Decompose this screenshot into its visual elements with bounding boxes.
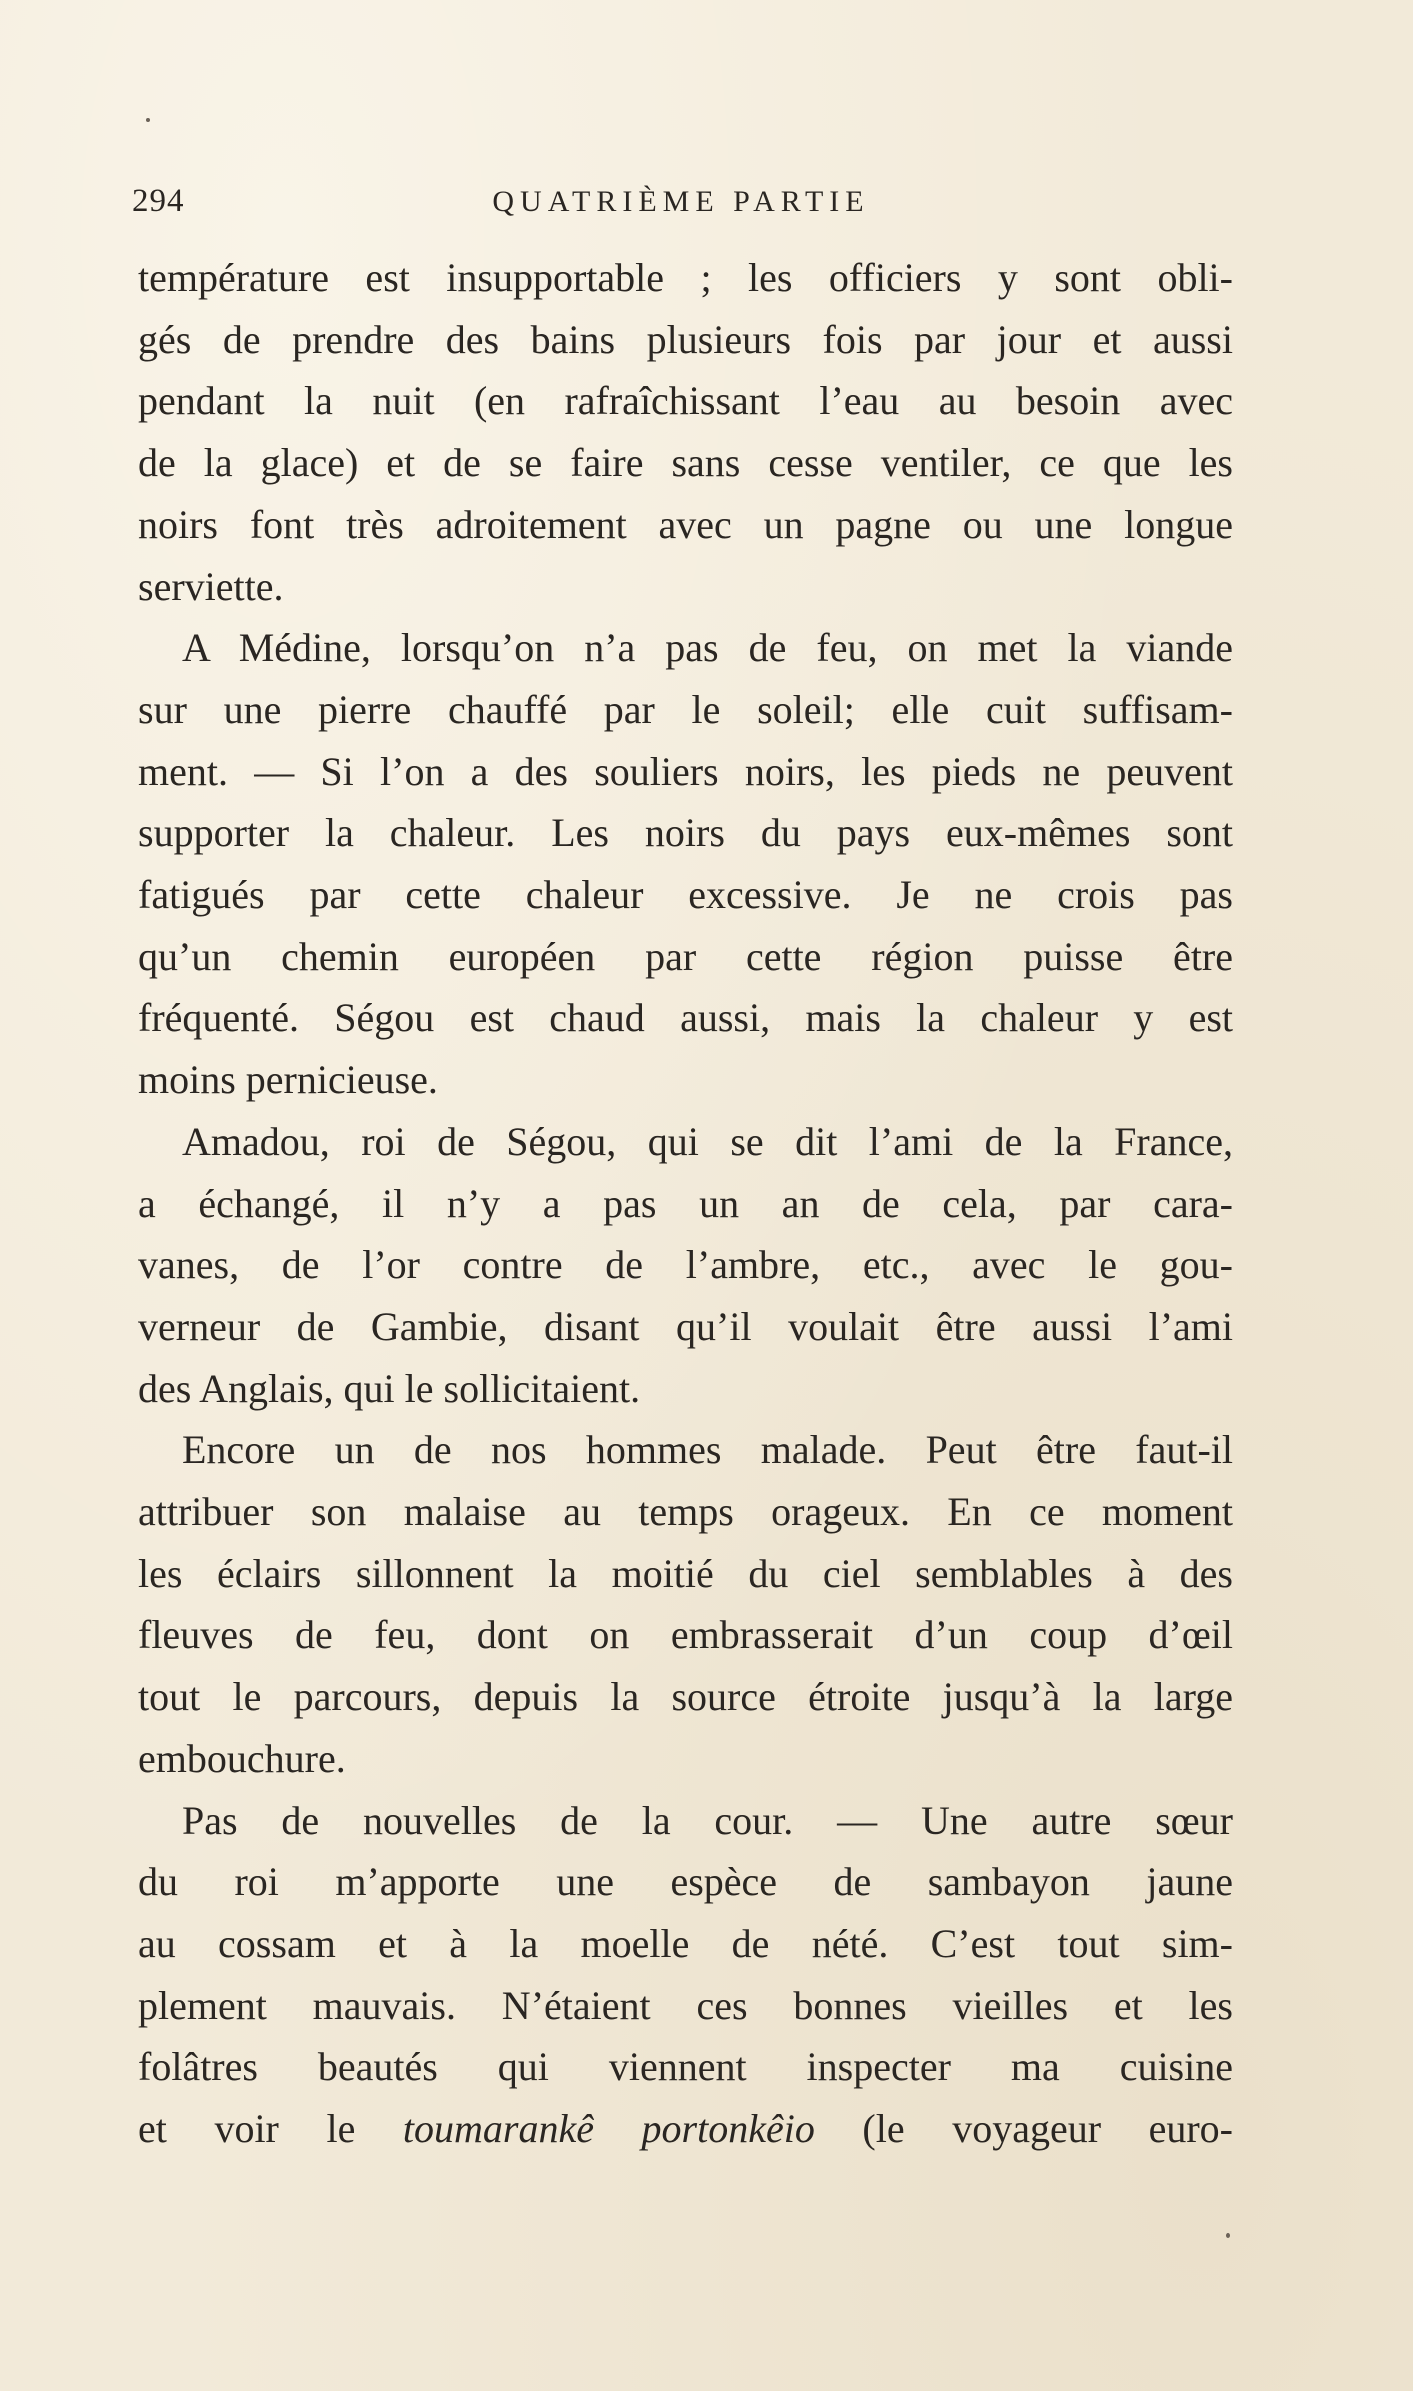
text-line: noirs font très adroitement avec un pagne ou une longue [138, 501, 1233, 547]
text-line: sur une pierre chauffé par le soleil; elle cuit suffisam- [138, 686, 1233, 732]
text-line: embouchure. [138, 1735, 346, 1781]
body-text [138, 247, 1233, 2160]
text-line: Pas de nouvelles de la cour. — Une autre sœur [182, 1797, 1233, 1843]
page-header [132, 183, 1230, 231]
paper-speck [1226, 2233, 1230, 2238]
running-head: QUATRIÈME PARTIE [492, 185, 870, 218]
text-line: tout le parcours, depuis la source étroite jusqu’à la large [138, 1674, 1233, 1720]
text-segment: et voir le [138, 2106, 403, 2152]
text-line: au cossam et à la moelle de nété. C’est tout sim- [138, 1920, 1233, 1966]
text-line: folâtres beautés qui viennent inspecter ma cuisine [138, 2044, 1233, 2090]
text-line: fatigués par cette chaleur excessive. Je ne crois pas [138, 872, 1233, 918]
paragraph [138, 617, 1233, 1111]
text-line: de la glace) et de se faire sans cesse ventiler, ce que les [138, 440, 1233, 486]
paragraph [138, 1111, 1233, 1420]
text-line: moins pernicieuse. [138, 1057, 438, 1103]
text-line: Encore un de nos hommes malade. Peut être faut-il [182, 1427, 1233, 1473]
text-line [138, 2098, 1233, 2160]
text-line: des Anglais, qui le sollicitaient. [138, 1365, 641, 1411]
text-line: plement mauvais. N’étaient ces bonnes vieilles et les [138, 1982, 1233, 2028]
paragraph [138, 1790, 1233, 2160]
text-line: verneur de Gambie, disant qu’il voulait être aussi l’ami [138, 1303, 1233, 1349]
text-segment: (le voyageur euro- [814, 2106, 1233, 2152]
text-line: a échangé, il n’y a pas un an de cela, par cara- [138, 1180, 1233, 1226]
text-line: température est insupportable ; les officiers y sont obli- [138, 255, 1233, 300]
text-line: Amadou, roi de Ségou, qui se dit l’ami de la France, [182, 1118, 1233, 1164]
text-line: ment. — Si l’on a des souliers noirs, les pieds ne peuvent [138, 748, 1233, 794]
text-line: du roi m’apporte une espèce de sambayon jaune [138, 1859, 1233, 1905]
text-line: fréquenté. Ségou est chaud aussi, mais la chaleur y est [138, 995, 1233, 1041]
text-line: serviette. [138, 563, 284, 609]
text-line: gés de prendre des bains plusieurs fois par jour et aussi [138, 316, 1233, 362]
paper-speck [146, 118, 150, 122]
text-line: fleuves de feu, dont on embrasserait d’un coup d’œil [138, 1612, 1233, 1658]
paragraph [138, 1419, 1233, 1789]
paragraph [138, 247, 1233, 617]
text-line: les éclairs sillonnent la moitié du ciel semblables à des [138, 1550, 1233, 1596]
text-line: attribuer son malaise au temps orageux. En ce moment [138, 1489, 1233, 1535]
italic-term: toumarankê portonkêio [402, 2106, 815, 2152]
text-line: A Médine, lorsqu’on n’a pas de feu, on met la viande [182, 625, 1233, 671]
page-number: 294 [132, 183, 185, 219]
text-line: supporter la chaleur. Les noirs du pays eux-mêmes sont [138, 810, 1233, 856]
text-line: qu’un chemin européen par cette région puisse être [138, 933, 1233, 979]
text-line: vanes, de l’or contre de l’ambre, etc., avec le gou- [138, 1242, 1233, 1288]
text-line: pendant la nuit (en rafraîchissant l’eau au besoin avec [138, 378, 1233, 424]
